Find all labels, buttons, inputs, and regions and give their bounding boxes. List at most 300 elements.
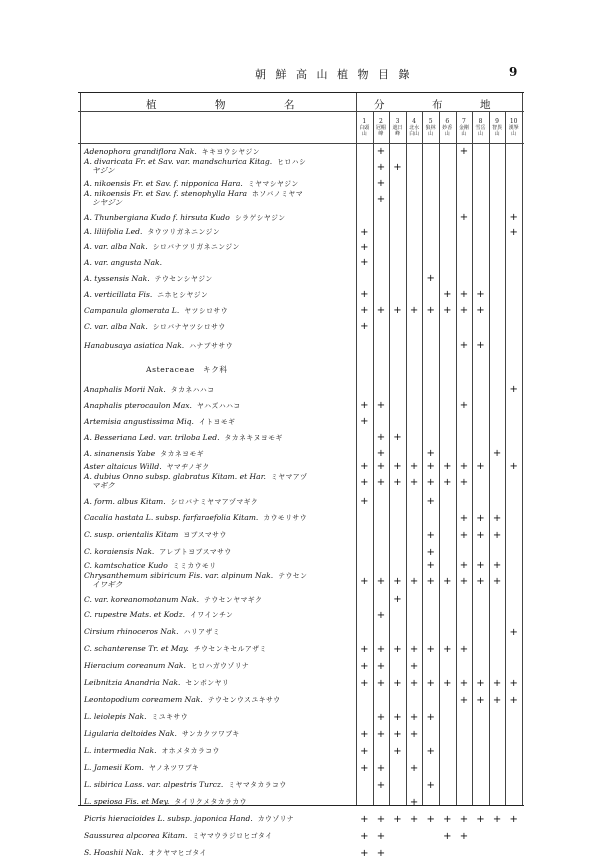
table-row: [78, 561, 524, 571]
japanese-name: タウツリガネニンジン: [147, 228, 221, 236]
presence-mark: +: [459, 512, 469, 524]
table-row: [78, 658, 524, 675]
table-row: [78, 692, 524, 709]
species-name: [84, 402, 356, 411]
presence-mark: +: [459, 146, 469, 157]
region-name: 智異山: [492, 125, 503, 137]
species-distribution-table: [78, 92, 524, 859]
species-name-line: [84, 498, 356, 507]
latin-name: A. Besseriana Led. var. triloba Led.: [84, 432, 220, 442]
japanese-name: テウセン: [278, 572, 308, 580]
region-name: 漢拏山: [508, 125, 519, 137]
presence-mark: +: [443, 677, 452, 689]
presence-mark: +: [360, 257, 369, 268]
table-row: [78, 414, 524, 430]
japanese-name: チウセンキセルアザミ: [193, 645, 267, 653]
species-name: [84, 562, 356, 571]
table-row: [78, 157, 524, 179]
table-row: [78, 494, 524, 510]
table-row: [78, 828, 524, 845]
region-header: [425, 119, 437, 137]
region-name: 遮日峰: [392, 125, 403, 137]
species-name: [84, 386, 356, 395]
presence-mark: +: [376, 711, 386, 723]
presence-mark: +: [376, 576, 386, 587]
table-row: [78, 709, 524, 726]
latin-name: マギク: [92, 480, 115, 490]
presence-mark: +: [509, 384, 518, 395]
region-header: [375, 119, 387, 137]
presence-mark: +: [376, 728, 386, 740]
region-name: 北水白山: [409, 125, 420, 137]
presence-mark: +: [409, 643, 419, 655]
species-name-line: [84, 323, 356, 332]
presence-mark: +: [509, 212, 518, 223]
latin-name: Adenophora grandiflora Nak.: [84, 146, 197, 156]
presence-mark: +: [426, 546, 435, 558]
presence-mark: +: [376, 178, 386, 189]
japanese-name: タカネヨモギ: [160, 449, 205, 458]
presence-mark: +: [476, 340, 485, 351]
header-fu: 布: [432, 99, 444, 111]
presence-mark: +: [376, 609, 386, 621]
presence-mark: +: [426, 496, 435, 507]
table-row: [78, 240, 524, 255]
japanese-name: キキヨウシヤジン: [201, 147, 260, 156]
table-row: [78, 624, 524, 641]
presence-mark: +: [426, 560, 435, 571]
species-name-line: [84, 645, 356, 654]
species-name-line: [84, 180, 356, 189]
japanese-name: タカネハハコ: [170, 385, 215, 394]
table-row: [78, 777, 524, 794]
region-name: 妙香山: [442, 125, 453, 137]
species-name: [84, 434, 356, 443]
latin-name: Artemisia angustissima Miq.: [84, 416, 194, 426]
species-name-line: [84, 562, 356, 571]
japanese-name: ニホヒシヤジン: [157, 290, 209, 299]
region-number: 7: [461, 118, 466, 125]
presence-mark: +: [376, 847, 386, 859]
presence-mark: +: [426, 779, 435, 791]
presence-mark: +: [459, 289, 469, 300]
table-row: [78, 319, 524, 335]
species-name-line: [84, 450, 356, 459]
presence-mark: +: [393, 643, 402, 655]
region-name: 狼林山: [425, 125, 436, 137]
species-name: [84, 662, 356, 671]
species-name: [84, 259, 356, 268]
region-number: 1: [362, 118, 367, 125]
presence-mark: +: [476, 677, 485, 689]
region-name: 金剛山: [458, 125, 469, 137]
species-name-line: [84, 849, 356, 858]
presence-mark: +: [492, 448, 502, 459]
table-row: [78, 641, 524, 658]
japanese-name: タカネキヌヨモギ: [224, 433, 283, 442]
table-row: [78, 189, 524, 211]
presence-mark: +: [459, 340, 469, 351]
table-row: [78, 472, 524, 494]
latin-name: A. verticillata Fis.: [84, 289, 153, 299]
species-name-line: [84, 764, 356, 773]
japanese-name: タイリクメタカラカウ: [174, 798, 247, 806]
species-name: [84, 275, 356, 284]
table-row: [78, 225, 524, 240]
japanese-name: センボンヤリ: [185, 679, 230, 687]
region-number: 9: [495, 118, 499, 125]
species-name: [84, 158, 356, 175]
species-name: [84, 148, 356, 157]
species-name: [84, 747, 356, 756]
presence-mark: +: [360, 660, 369, 672]
presence-mark: +: [459, 576, 469, 587]
region-number: 4: [412, 118, 416, 125]
japanese-name: ミミカウモリ: [172, 561, 217, 570]
presence-mark: +: [376, 432, 386, 443]
presence-mark: +: [360, 576, 369, 587]
latin-name: L. intermedia Nak.: [84, 746, 157, 755]
presence-mark: +: [443, 289, 452, 300]
japanese-name: アレブトヨブスマサウ: [159, 548, 232, 556]
presence-mark: +: [360, 226, 369, 238]
presence-mark: +: [476, 576, 485, 587]
japanese-name: ミヤマアヅ: [270, 473, 308, 481]
species-name-line: [84, 473, 356, 482]
species-name: [84, 849, 356, 858]
page-number: 9: [509, 65, 518, 79]
species-name-line: [84, 158, 356, 167]
species-name: [84, 243, 356, 252]
latin-name: A. tyssensis Nak.: [84, 273, 150, 283]
species-name: [84, 572, 356, 589]
latin-name: A. nikoensis Fr. et Sav. f. stenophylla Hara: [84, 189, 248, 198]
presence-mark: +: [509, 226, 518, 238]
presence-mark: +: [360, 289, 369, 300]
japanese-name: ミヤマシヤジン: [247, 179, 299, 188]
japanese-name: サンカクツワブキ: [181, 730, 240, 738]
species-name-line: [84, 482, 356, 491]
latin-name: A. liliifolia Led.: [84, 227, 143, 236]
species-name-line: [84, 548, 356, 557]
species-name: [84, 679, 356, 688]
table-row: [78, 446, 524, 462]
species-name: [84, 291, 356, 300]
presence-mark: +: [409, 576, 419, 587]
species-name-line: [84, 148, 356, 157]
species-name: [84, 548, 356, 557]
species-name: [84, 628, 356, 637]
presence-mark: +: [393, 432, 402, 443]
latin-name: シヤジン: [92, 197, 123, 207]
presence-mark: +: [509, 626, 518, 638]
japanese-name: ヤマヂノギク: [166, 462, 210, 471]
header-chi: 地: [480, 99, 492, 111]
header-rule: [78, 111, 524, 112]
species-name: [84, 323, 356, 332]
species-name: [84, 781, 356, 790]
presence-mark: +: [393, 677, 402, 689]
species-name-line: [84, 572, 356, 581]
species-name: [84, 307, 356, 316]
latin-name: A. var. angusta Nak.: [84, 257, 162, 267]
region-number: 6: [445, 118, 450, 125]
presence-mark: +: [360, 677, 369, 689]
region-number: 2: [378, 118, 383, 125]
presence-mark: +: [360, 305, 369, 316]
table-row: [78, 255, 524, 271]
region-name: 冠帽峰: [375, 125, 386, 137]
species-name: [84, 450, 356, 459]
species-name-line: [84, 291, 356, 300]
species-name: [84, 611, 356, 620]
species-name-line: [84, 463, 356, 472]
species-name-line: [84, 190, 356, 199]
japanese-name: テウセンシヤジン: [154, 274, 213, 283]
species-name-line: [84, 214, 356, 223]
latin-name: イワギク: [92, 579, 123, 589]
species-name: [84, 596, 356, 605]
latin-name: Hanabusaya asiatica Nak.: [84, 340, 185, 350]
species-name: [84, 180, 356, 189]
presence-mark: +: [459, 305, 469, 316]
species-name: [84, 798, 356, 807]
species-name-line: [84, 418, 356, 427]
presence-mark: +: [426, 711, 435, 723]
presence-mark: +: [393, 728, 402, 740]
species-name: [84, 473, 356, 490]
presence-mark: +: [393, 162, 402, 173]
presence-mark: +: [393, 461, 402, 472]
latin-name: Chrysanthemum sibiricum Fis. var. alpinum Nak.: [84, 571, 274, 580]
species-name-line: [84, 713, 356, 722]
japanese-name: ヒロハガウゾリナ: [190, 662, 250, 670]
presence-mark: +: [476, 560, 485, 571]
latin-name: A. Thunbergiana Kudo f. hirsuta Kudo: [84, 212, 230, 222]
subheader-rule: [78, 143, 524, 144]
japanese-name: テウセンヤマギク: [204, 595, 263, 604]
species-name-line: [84, 259, 356, 268]
japanese-name: オホメタカラコウ: [161, 747, 220, 755]
presence-mark: +: [360, 416, 369, 427]
japanese-name: シロバナツリガネニンジン: [152, 243, 240, 251]
presence-mark: +: [393, 576, 402, 587]
presence-mark: +: [360, 643, 369, 655]
table-row: [78, 811, 524, 828]
species-name: [84, 764, 356, 773]
presence-mark: +: [409, 728, 419, 740]
presence-mark: +: [492, 677, 502, 689]
presence-mark: +: [459, 400, 469, 411]
presence-mark: +: [360, 830, 369, 842]
presence-mark: +: [360, 477, 369, 488]
species-name: [84, 190, 356, 207]
region-header: [475, 119, 487, 137]
presence-mark: +: [376, 660, 386, 672]
presence-mark: +: [360, 762, 369, 774]
presence-mark: +: [409, 477, 419, 488]
latin-name: A. nikoensis Fr. et Sav. f. nipponica Hara.: [84, 178, 243, 188]
presence-mark: +: [409, 461, 419, 472]
presence-mark: +: [492, 813, 502, 825]
region-header: [458, 119, 470, 137]
presence-mark: +: [426, 643, 435, 655]
presence-mark: +: [459, 212, 469, 223]
presence-mark: +: [376, 830, 386, 842]
latin-name: A. var. alba Nak.: [84, 242, 148, 251]
presence-mark: +: [376, 677, 386, 689]
presence-mark: +: [409, 813, 419, 825]
species-name: [84, 228, 356, 237]
presence-mark: +: [492, 694, 502, 706]
latin-name: Cacalia hastata L. subsp. farfaraefolia Kitam.: [84, 513, 259, 522]
species-name-line: [84, 679, 356, 688]
presence-mark: +: [376, 146, 386, 157]
region-header: [408, 119, 420, 137]
species-name-line: [84, 662, 356, 671]
table-row: [78, 398, 524, 414]
japanese-name: ヨブスマサウ: [183, 531, 227, 539]
presence-mark: +: [476, 694, 485, 706]
presence-mark: +: [476, 813, 485, 825]
presence-mark: +: [443, 813, 452, 825]
family-name: Asteraceae キク科: [146, 364, 228, 374]
presence-mark: +: [360, 321, 369, 332]
presence-mark: +: [492, 560, 502, 571]
latin-name: C. kamtschatice Kudo: [84, 560, 168, 570]
table-row: [78, 303, 524, 319]
region-number: 5: [428, 118, 433, 125]
table-row: [78, 675, 524, 692]
species-name-line: [84, 199, 356, 208]
presence-mark: +: [459, 477, 469, 488]
presence-mark: +: [376, 643, 386, 655]
presence-mark: +: [459, 694, 469, 706]
japanese-name: ハナブササウ: [189, 341, 233, 350]
presence-mark: +: [443, 830, 452, 842]
presence-mark: +: [426, 448, 435, 459]
presence-mark: +: [409, 762, 419, 774]
latin-name: Anaphalis Morii Nak.: [84, 384, 166, 394]
species-name: [84, 342, 356, 351]
species-name-line: [84, 514, 356, 523]
species-name-line: [84, 402, 356, 411]
species-name: [84, 214, 356, 223]
presence-mark: +: [459, 461, 469, 472]
presence-mark: +: [426, 529, 435, 541]
species-name: [84, 463, 356, 472]
species-name-line: [84, 342, 356, 351]
japanese-name: カウモリサウ: [263, 514, 307, 522]
latin-name: L. leiolepis Nak.: [84, 712, 147, 721]
japanese-name: ヤツシロサウ: [184, 306, 229, 315]
presence-mark: +: [393, 711, 402, 723]
presence-mark: +: [476, 512, 485, 524]
species-name-line: [84, 275, 356, 284]
presence-mark: +: [376, 779, 386, 791]
table-row: [78, 794, 524, 811]
presence-mark: +: [360, 400, 369, 411]
presence-mark: +: [409, 796, 419, 808]
presence-mark: +: [426, 305, 435, 316]
species-name: [84, 531, 356, 540]
presence-mark: +: [426, 273, 435, 284]
presence-mark: +: [459, 677, 469, 689]
species-name-line: [84, 730, 356, 739]
species-name: [84, 730, 356, 739]
presence-mark: +: [476, 289, 485, 300]
latin-name: Saussurea alpcorea Kitam.: [84, 831, 188, 840]
region-header: [358, 119, 370, 137]
table-row: [78, 544, 524, 561]
table-row: [78, 271, 524, 287]
region-number: 10: [509, 118, 518, 125]
presence-mark: +: [360, 496, 369, 507]
region-number: 8: [478, 118, 483, 125]
presence-mark: +: [376, 162, 386, 173]
region-header: [392, 119, 404, 137]
japanese-name: ミヤマウラジロヒゴタイ: [192, 832, 273, 840]
presence-mark: +: [426, 576, 435, 587]
presence-mark: +: [376, 762, 386, 774]
species-name: [84, 514, 356, 523]
presence-mark: +: [459, 560, 469, 571]
latin-name: A. divaricata Fr. et Sav. var. mandschurica Kitag.: [84, 157, 273, 166]
presence-mark: +: [360, 241, 369, 253]
presence-mark: +: [492, 576, 502, 587]
presence-mark: +: [360, 461, 369, 472]
presence-mark: +: [476, 529, 485, 541]
species-name-line: [84, 307, 356, 316]
region-header: [441, 119, 453, 137]
latin-name: L. sibirica Lass. var. alpestris Turcz.: [84, 780, 224, 789]
presence-mark: +: [509, 813, 518, 825]
japanese-name: ホソバノミヤマ: [252, 190, 303, 198]
presence-mark: +: [476, 461, 485, 472]
region-name: 白頭山: [359, 125, 370, 137]
table-row: [78, 743, 524, 760]
presence-mark: +: [443, 461, 452, 472]
running-header: [0, 66, 606, 80]
presence-mark: +: [393, 477, 402, 488]
japanese-name: シラゲシヤジン: [234, 213, 286, 222]
species-name-line: [84, 696, 356, 705]
region-header: [491, 119, 503, 137]
japanese-name: ミヤマタカラコウ: [228, 781, 287, 789]
presence-mark: +: [426, 677, 435, 689]
presence-mark: +: [426, 813, 435, 825]
latin-name: C. rupestre Mats. et Kodz.: [84, 610, 186, 619]
japanese-name: ハリアザミ: [183, 628, 221, 636]
table-row: [78, 607, 524, 624]
species-name: [84, 696, 356, 705]
presence-mark: +: [409, 660, 419, 672]
presence-mark: +: [509, 694, 518, 706]
latin-name: Leontopodium coreamem Nak.: [84, 695, 203, 704]
presence-mark: +: [426, 477, 435, 488]
table-row: [78, 593, 524, 607]
species-name-line: [84, 596, 356, 605]
presence-mark: +: [393, 745, 402, 757]
species-name: [84, 815, 356, 824]
presence-mark: +: [409, 711, 419, 723]
latin-name: A. sinanensis Yabe: [84, 448, 156, 458]
presence-mark: +: [509, 677, 518, 689]
species-name: [84, 645, 356, 654]
latin-name: L. speiosa Fis. et Mey.: [84, 797, 170, 806]
species-name-line: [84, 386, 356, 395]
species-name-line: [84, 781, 356, 790]
